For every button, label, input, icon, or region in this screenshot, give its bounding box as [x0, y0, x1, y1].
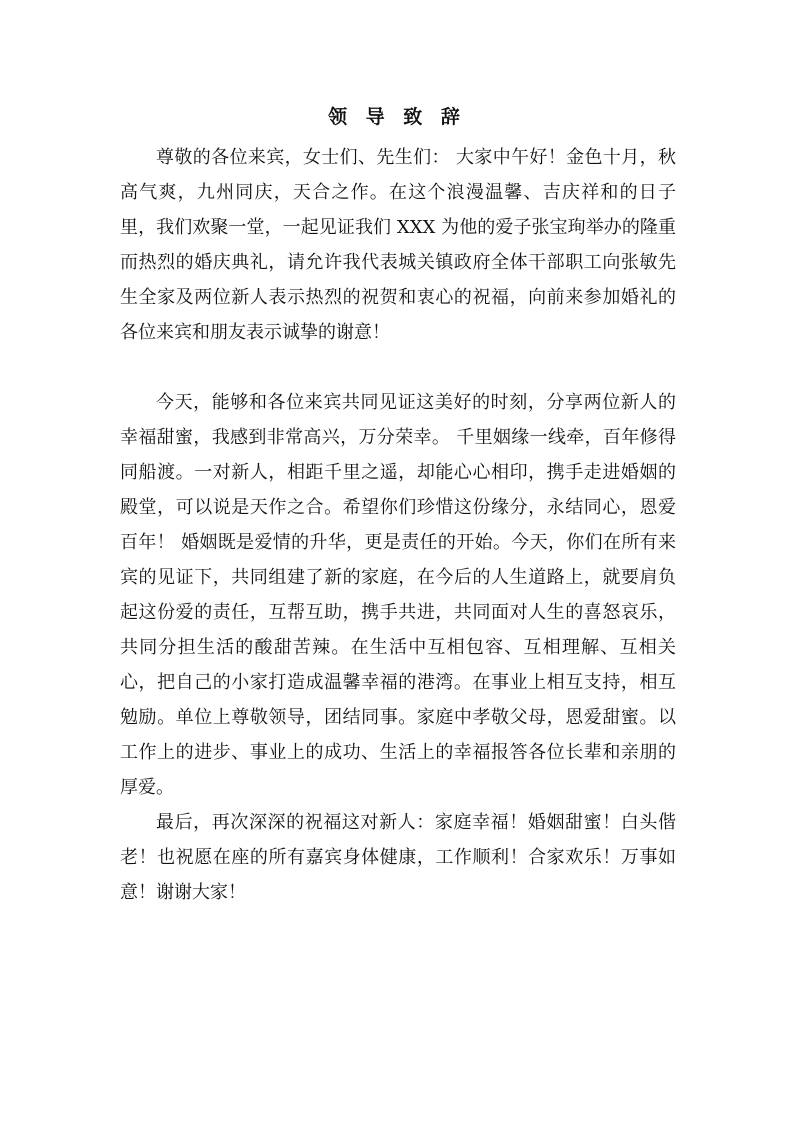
document-title: 领 导 致 辞	[328, 106, 466, 128]
paragraph-greeting: 尊敬的各位来宾，女士们、先生们： 大家中午好！金色十月，秋高气爽，九州同庆，天合之作。在这个浪漫温馨、吉庆祥和的日子里，我们欢聚一堂，一起见证我们 XXX 为他的爱子张宝珣举办的隆重而热烈的婚庆典礼，请允许我代表城关镇政府全体干部职工向张敏先生全家及两位新人表示热烈的祝贺和衷心的祝福，向前来参加婚礼的各位来宾和朋友表示诚挚的谢意！	[120, 147, 676, 343]
document-body	[120, 140, 676, 910]
paragraph-closing: 最后，再次深深的祝福这对新人：家庭幸福！婚姻甜蜜！白头偕老！也祝愿在座的所有嘉宾身体健康，工作顺利！合家欢乐！万事如意！谢谢大家！	[120, 812, 676, 903]
paragraph-blessing: 今天，能够和各位来宾共同见证这美好的时刻，分享两位新人的幸福甜蜜，我感到非常高兴，万分荣幸。 千里姻缘一线牵，百年修得同船渡。一对新人，相距千里之遥，却能心心相印，携手走进婚姻的殿堂，可以说是天作之合。希望你们珍惜这份缘分，永结同心，恩爱百年！ 婚姻既是爱情的升华，更是责任的开始。今天，你们在所有来宾的见证下，共同组建了新的家庭，在今后的人生道路上，就要肩负起这份爱的责任，互帮互助，携手共进，共同面对人生的喜怒哀乐，共同分担生活的酸甜苦辣。在生活中互相包容、互相理解、互相关心，把自己的小家打造成温馨幸福的港湾。在事业上相互支持，相互勉励。单位上尊敬领导，团结同事。家庭中孝敬父母，恩爱甜蜜。以工作上的进步、事业上的成功、生活上的幸福报答各位长辈和亲朋的厚爱。	[120, 392, 676, 798]
